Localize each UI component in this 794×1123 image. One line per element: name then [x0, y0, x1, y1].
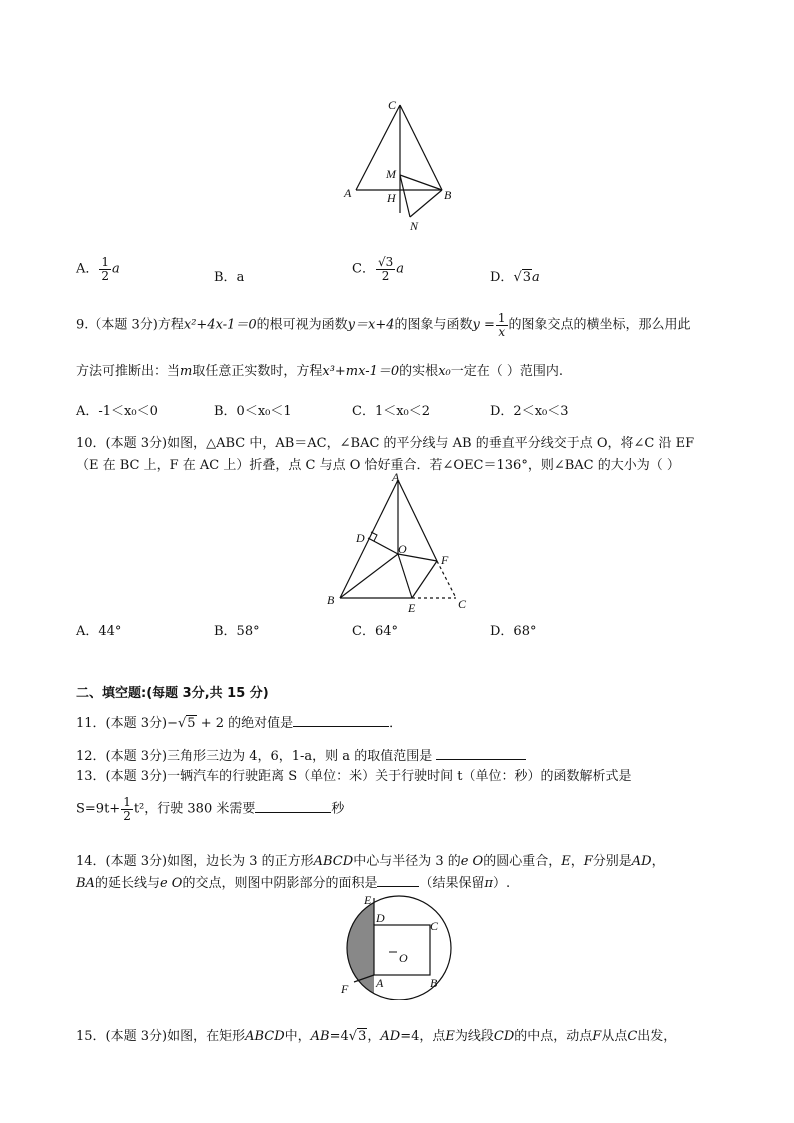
- label-B: B: [430, 976, 438, 990]
- label-F: F: [341, 982, 349, 996]
- q9-line1: 9.（本题 3分)方程x²+4x-1＝0的根可视为函数y＝x+4的图象与函数y = $\frac{1}{x}$ 的图象交点的横坐标，那么用此: [76, 311, 691, 339]
- label-O: O: [399, 951, 408, 965]
- q9-line2: 方法可推断出：当m取任意正实数时，方程x³+mx-1＝0的实根x₀一定在（ ）范围内.: [76, 364, 563, 379]
- q10-figure: [322, 470, 472, 615]
- q13-line1: 13．(本题 3分)一辆汽车的行驶距离 S（单位：米）关于行驶时间 t（单位：秒）的函数解析式是: [76, 769, 632, 784]
- square-ABCD: [374, 925, 430, 975]
- label-E: E: [364, 893, 372, 907]
- label-F: F: [441, 553, 449, 567]
- label-C: C: [458, 597, 467, 611]
- q9-option-c[interactable]: C．1＜x₀＜2: [352, 404, 431, 419]
- q8-option-b[interactable]: B．a: [214, 270, 245, 285]
- label-C: C: [388, 98, 397, 112]
- label-M: M: [386, 167, 396, 181]
- q9-option-b[interactable]: B．0＜x₀＜1: [214, 404, 292, 419]
- q11-answer-blank[interactable]: [293, 714, 389, 727]
- q14-line1: 14．(本题 3分)如图，边长为 3 的正方形ABCD中心与半径为 3 的e O的圆心重合，E，F分别是AD，: [76, 854, 665, 869]
- q8-option-a[interactable]: A． $\frac{1}{2}$ a: [76, 255, 120, 283]
- q10-option-b[interactable]: B．58°: [214, 624, 260, 639]
- q10-option-a[interactable]: A．44°: [76, 624, 122, 639]
- label-E: E: [408, 601, 416, 615]
- seg-EF: [412, 561, 437, 598]
- q9-option-d[interactable]: D．2＜x₀＜3: [490, 404, 569, 419]
- label-D: D: [376, 911, 385, 925]
- q14-figure: [332, 890, 472, 1000]
- q9-option-a[interactable]: A．-1＜x₀＜0: [76, 404, 158, 419]
- q15-line1: 15．(本题 3分)如图，在矩形ABCD中，AB=4√3，AD=4，点E为线段CD的中点，动点F从点C出发，: [76, 1029, 677, 1044]
- label-D: D: [356, 531, 365, 545]
- q12: 12．(本题 3分)三角形三边为 4，6，1-a，则 a 的取值范围是: [76, 745, 526, 764]
- label-C: C: [430, 919, 439, 933]
- section2-title: 二、填空题:(每题 3分,共 15 分): [76, 686, 269, 701]
- label-A: A: [376, 976, 384, 990]
- q13-answer-blank[interactable]: [255, 800, 331, 813]
- q8-option-d[interactable]: D．√3a: [490, 270, 540, 285]
- q10-option-c[interactable]: C．64°: [352, 624, 398, 639]
- seg-BN: [410, 190, 442, 217]
- label-A: A: [344, 186, 352, 200]
- label-A: A: [392, 470, 400, 484]
- q13-line2: S=9t+ $\frac{1}{2}$ t²，行驶 380 米需要 秒: [76, 795, 345, 823]
- q10-line2: （E 在 BC 上，F 在 AC 上）折叠，点 C 与点 O 恰好重合．若∠OEC＝136°，则∠BAC 的大小为（ ）: [76, 458, 680, 473]
- label-N: N: [410, 219, 419, 233]
- seg-MN: [400, 175, 410, 217]
- seg-DO: [368, 538, 398, 554]
- q14-answer-blank[interactable]: [377, 874, 419, 887]
- seg-OE: [398, 554, 412, 598]
- seg-BO: [340, 554, 398, 598]
- label-B: B: [327, 593, 335, 607]
- q14-line2: BA的延长线与e O的交点，则图中阴影部分的面积是 （结果保留π）.: [76, 876, 511, 891]
- label-B: B: [444, 188, 452, 202]
- q8-option-c[interactable]: C． $\frac{√3}{2}$ a: [352, 255, 404, 283]
- label-O: O: [398, 542, 407, 556]
- q11: 11．(本题 3分)−√5 + 2 的绝对值是 ．: [76, 716, 403, 731]
- label-H: H: [387, 191, 396, 205]
- q10-line1: 10．(本题 3分)如图，△ABC 中，AB＝AC，∠BAC 的平分线与 AB 的垂直平分线交于点 O，将∠C 沿 EF: [76, 436, 695, 451]
- q10-option-d[interactable]: D．68°: [490, 624, 537, 639]
- q8-figure: [330, 95, 470, 240]
- q12-answer-blank[interactable]: [436, 747, 526, 760]
